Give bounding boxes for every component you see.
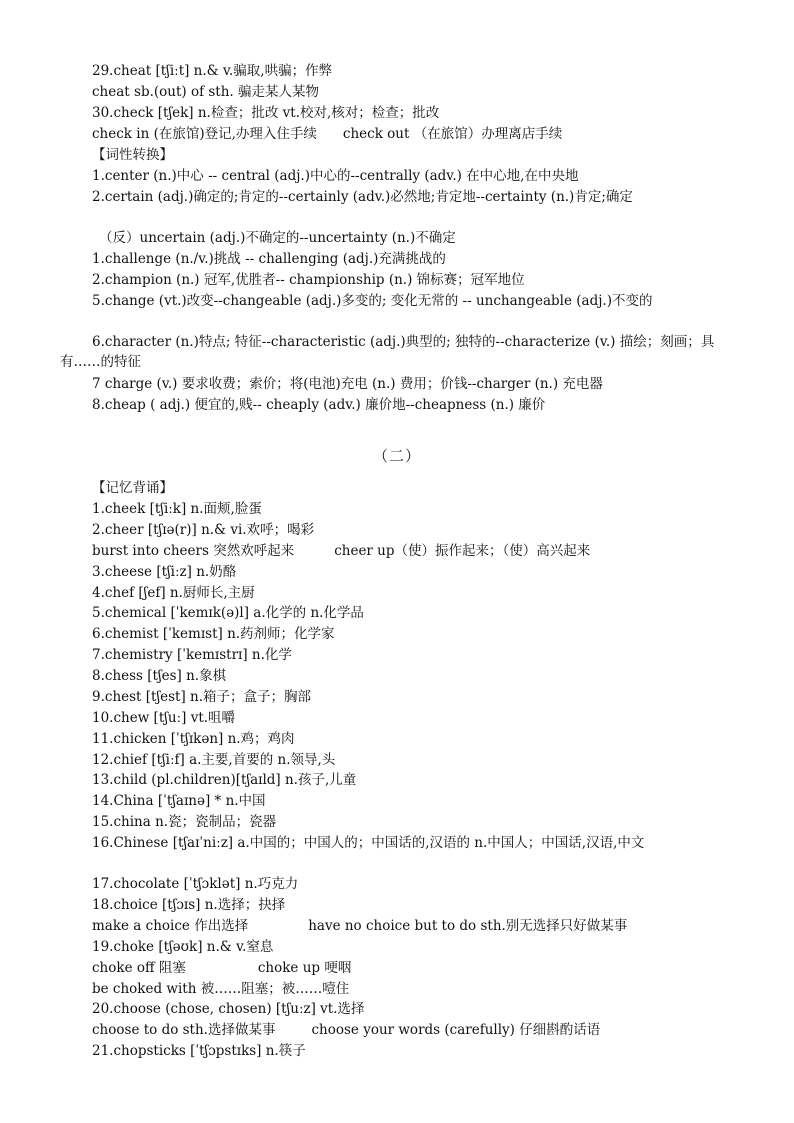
word-form-character: 6.character (n.)特点; 特征--characteristic (adj.)典型的; 独特的--characterize (v.) 描绘；刻画；具有……的特征 bbox=[60, 334, 715, 370]
phrase-choose-your-words: choose your words (carefully) 仔细斟酌话语 bbox=[311, 1022, 601, 1038]
phrase-check-out: check out （在旅馆）办理离店手续 bbox=[342, 126, 563, 142]
word-form-uncertain: （反）uncertain (adj.)不确定的--uncertainty (n.)不确定 bbox=[99, 230, 456, 246]
entry-chinese: 16.Chinese [tʃaɪˈniːz] a.中国的；中国人的；中国话的,汉语的 n.中国人；中国话,汉语,中文 bbox=[92, 835, 645, 851]
entry-cheat: 29.cheat [tʃiːt] n.& v.骗取,哄骗；作弊 bbox=[92, 63, 333, 79]
entry-child: 13.child (pl.children)[tʃaɪld] n.孩子,儿童 bbox=[92, 772, 357, 788]
phrase-row-check-in-out bbox=[92, 124, 562, 144]
word-form-certain: 2.certain (adj.)确定的;肯定的--certainly (adv.)必然地;肯定地--certainty (n.)肯定;确定 bbox=[92, 189, 633, 205]
word-form-charge: 7 charge (v.) 要求收费；索价；将(电池)充电 (n.) 费用；价钱--charger (n.) 充电器 bbox=[92, 376, 603, 392]
phrase-row-cheer bbox=[92, 541, 590, 561]
phrase-cheat-out-of: cheat sb.(out) of sth. 骗走某人某物 bbox=[92, 84, 319, 100]
entry-chemical: 5.chemical [ˈkemɪk(ə)l] a.化学的 n.化学品 bbox=[92, 605, 364, 621]
phrase-row-choose bbox=[92, 1020, 600, 1040]
entry-chew: 10.chew [tʃuː] vt.咀嚼 bbox=[92, 710, 236, 726]
phrase-have-no-choice: have no choice but to do sth.别无选择只好做某事 bbox=[308, 918, 628, 934]
word-form-change: 5.change (vt.)改变--changeable (adj.)多变的; 变化无常的 -- unchangeable (adj.)不变的 bbox=[92, 293, 653, 309]
section-label-memorize: 【记忆背诵】 bbox=[92, 480, 173, 496]
phrase-choke-off: choke off 阻塞 bbox=[92, 960, 186, 976]
word-form-challenge: 1.challenge (n./v.)挑战 -- challenging (adj.)充满挑战的 bbox=[92, 251, 446, 267]
entry-choose: 20.choose (chose, chosen) [tʃuːz] vt.选择 bbox=[92, 1001, 365, 1017]
entry-chest: 9.chest [tʃest] n.箱子；盒子；胸部 bbox=[92, 689, 312, 705]
entry-chocolate: 17.chocolate [ˈtʃɔklət] n.巧克力 bbox=[92, 876, 299, 892]
entry-choke: 19.choke [tʃəʊk] n.& v.窒息 bbox=[92, 939, 274, 955]
phrase-make-a-choice: make a choice 作出选择 bbox=[92, 918, 249, 934]
section-label-word-forms: 【词性转换】 bbox=[92, 147, 173, 163]
phrase-choose-to-do: choose to do sth.选择做某事 bbox=[92, 1022, 276, 1038]
phrase-cheer-up: cheer up（使）振作起来；（使）高兴起来 bbox=[334, 543, 591, 559]
entry-china-country: 14.China [ˈtʃaɪnə] * n.中国 bbox=[92, 793, 266, 809]
entry-chief: 12.chief [tʃiːf] a.主要,首要的 n.领导,头 bbox=[92, 752, 336, 768]
entry-choice: 18.choice [tʃɔɪs] n.选择；抉择 bbox=[92, 897, 286, 913]
phrase-burst-into-cheers: burst into cheers 突然欢呼起来 bbox=[92, 543, 295, 559]
phrase-row-choke bbox=[92, 958, 351, 978]
entry-china-porcelain: 15.china n.瓷；瓷制品；瓷器 bbox=[92, 814, 277, 830]
phrase-check-in: check in (在旅馆)登记,办理入住手续 bbox=[92, 126, 317, 142]
entry-chicken: 11.chicken [ˈtʃɪkən] n.鸡；鸡肉 bbox=[92, 731, 295, 747]
entry-cheek: 1.cheek [tʃiːk] n.面颊,脸蛋 bbox=[92, 501, 262, 517]
entry-cheese: 3.cheese [tʃiːz] n.奶酪 bbox=[92, 564, 237, 580]
entry-chemistry: 7.chemistry [ˈkemɪstrɪ] n.化学 bbox=[92, 647, 292, 663]
phrase-be-choked-with: be choked with 被……阻塞；被……噎住 bbox=[92, 981, 350, 997]
word-form-center: 1.center (n.)中心 -- central (adj.)中心的--centrally (adv.) 在中心地,在中央地 bbox=[92, 168, 579, 184]
phrase-choke-up: choke up 哽咽 bbox=[257, 960, 352, 976]
entry-chef: 4.chef [ʃef] n.厨师长,主厨 bbox=[92, 585, 255, 601]
entry-cheer: 2.cheer [tʃɪə(r)] n.& vi.欢呼；喝彩 bbox=[92, 522, 315, 538]
phrase-row-choice bbox=[92, 916, 627, 936]
word-form-cheap: 8.cheap ( adj.) 便宜的,贱-- cheaply (adv.) 廉价地--cheapness (n.) 廉价 bbox=[92, 397, 546, 413]
section-heading-two: （二） bbox=[372, 447, 421, 465]
entry-chopsticks: 21.chopsticks [ˈtʃɔpstɪks] n.筷子 bbox=[92, 1043, 306, 1059]
word-form-champion: 2.champion (n.) 冠军,优胜者-- championship (n.) 锦标赛；冠军地位 bbox=[92, 272, 525, 288]
entry-check: 30.check [tʃek] n.检查；批改 vt.校对,核对；检查；批改 bbox=[92, 105, 440, 121]
entry-chess: 8.chess [tʃes] n.象棋 bbox=[92, 668, 227, 684]
entry-chemist: 6.chemist [ˈkemɪst] n.药剂师；化学家 bbox=[92, 626, 335, 642]
